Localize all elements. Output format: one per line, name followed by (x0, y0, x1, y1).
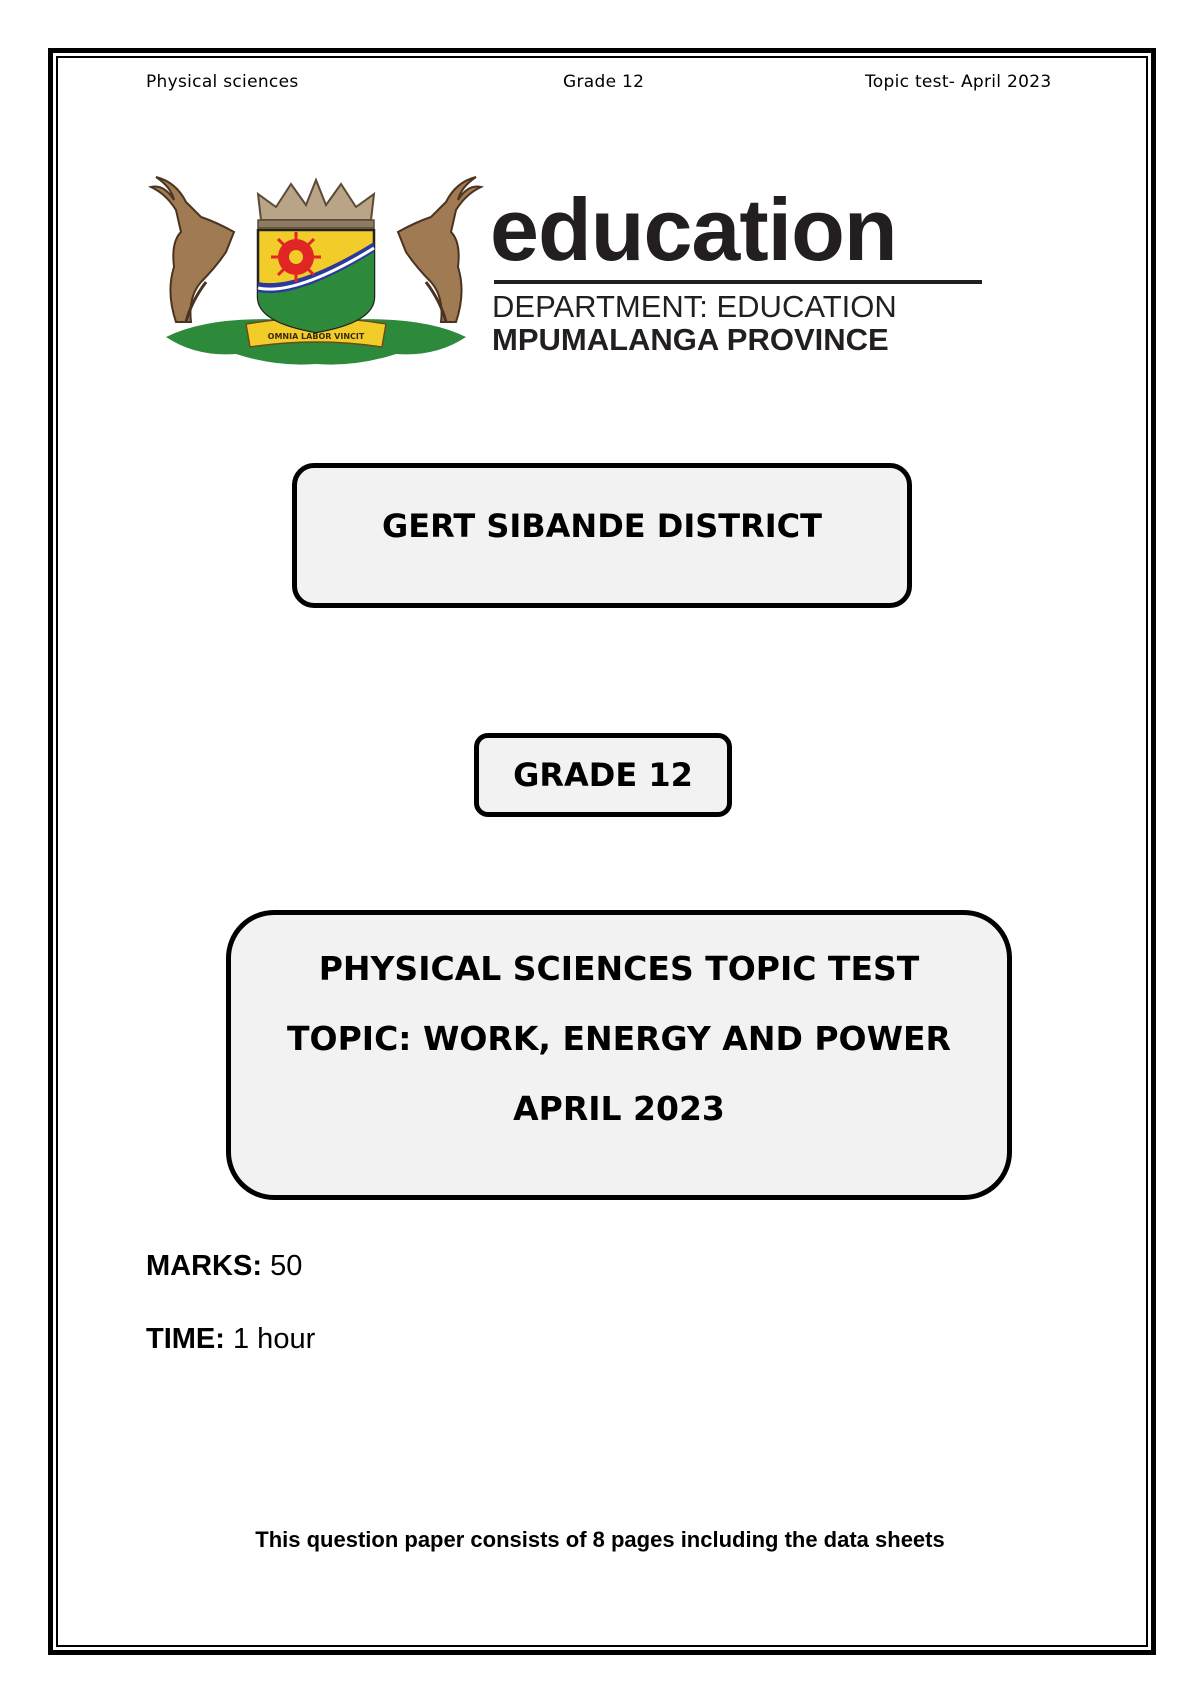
brand-divider (494, 280, 982, 284)
mpumalanga-coat-of-arms-icon (146, 172, 486, 382)
time-line (146, 1323, 315, 1356)
test-topic: TOPIC: WORK, ENERGY AND POWER (287, 1019, 951, 1058)
time-label: TIME: (146, 1323, 225, 1355)
header-test-date: Topic test- April 2023 (865, 72, 1052, 92)
header-grade: Grade 12 (563, 72, 645, 92)
svg-text:OMNIA LABOR VINCIT: OMNIA LABOR VINCIT (267, 332, 365, 341)
district-name: GERT SIBANDE DISTRICT (382, 506, 822, 545)
department-name: DEPARTMENT: EDUCATION (492, 289, 897, 324)
test-title-box (226, 910, 1012, 1200)
district-box (292, 463, 912, 608)
grade-label: GRADE 12 (513, 756, 693, 794)
marks-label: MARKS: (146, 1250, 262, 1282)
test-date: APRIL 2023 (513, 1089, 725, 1128)
time-value: 1 hour (233, 1323, 316, 1355)
test-title: PHYSICAL SCIENCES TOPIC TEST (318, 949, 920, 988)
header-subject: Physical sciences (146, 72, 299, 92)
province-name: MPUMALANGA PROVINCE (492, 322, 889, 357)
education-department-logo (490, 180, 990, 357)
page-count-note: This question paper consists of 8 pages including the data sheets (255, 1527, 945, 1552)
brand-wordmark: education (490, 180, 897, 279)
marks-value: 50 (270, 1250, 303, 1282)
grade-box (474, 733, 732, 817)
marks-line (146, 1250, 302, 1283)
